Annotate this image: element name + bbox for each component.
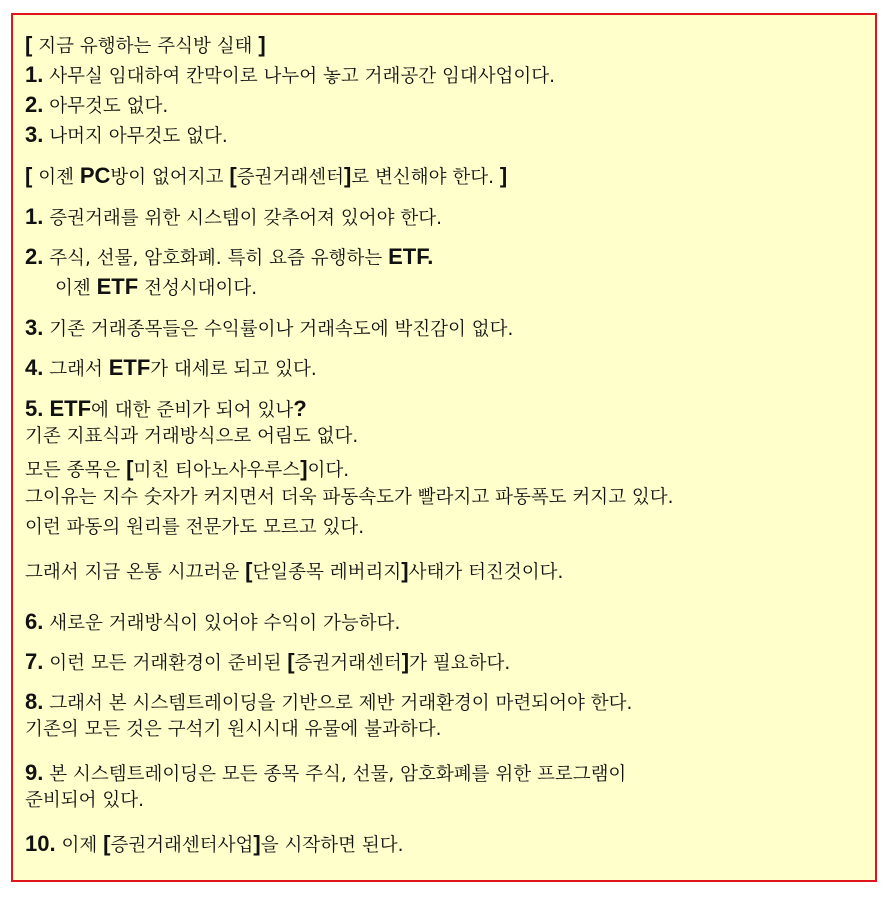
status-item-3: 3. 나머지 아무것도 없다. xyxy=(25,122,228,147)
plan-item-5-line-b: 모든 종목은 [미친 티아노사우루스]이다. xyxy=(25,456,350,481)
plan-item-4: 4. 그래서 ETF가 대세로 되고 있다. xyxy=(25,355,317,380)
plan-item-8: 8. 그래서 본 시스템트레이딩을 기반으로 제반 거래환경이 마련되어야 한다. xyxy=(25,689,633,714)
plan-item-9-continued: 준비되어 있다. xyxy=(25,790,144,811)
plan-item-10: 10. 이제 [증권거래센터사업]을 시작하면 된다. xyxy=(25,831,404,856)
heading-current-status: [ 지금 유행하는 주식방 실태 ] xyxy=(25,32,266,57)
plan-item-8-continued: 기존의 모든 것은 구석기 원시시대 유물에 불과하다. xyxy=(25,719,442,740)
plan-item-2-continued: 이젠 ETF 전성시대이다. xyxy=(55,274,258,299)
heading-transformation: [ 이젠 PC방이 없어지고 [증권거래센터]로 변신해야 한다. ] xyxy=(25,163,508,188)
plan-item-5-line-e: 그래서 지금 온통 시끄러운 [단일종목 레버리지]사태가 터진것이다. xyxy=(25,558,564,583)
plan-item-2: 2. 주식, 선물, 암호화폐. 특히 요즘 유행하는 ETF. xyxy=(25,244,434,269)
plan-item-5-line-a: 기존 지표식과 거래방식으로 어림도 없다. xyxy=(25,426,359,447)
plan-item-5-line-c: 그이유는 지수 숫자가 커지면서 더욱 파동속도가 빨라지고 파동폭도 커지고 있다. xyxy=(25,487,674,508)
plan-item-5-line-d: 이런 파동의 원리를 전문가도 모르고 있다. xyxy=(25,517,365,538)
notice-panel xyxy=(11,13,877,882)
status-item-2: 2. 아무것도 없다. xyxy=(25,92,169,117)
status-item-1: 1. 사무실 임대하여 칸막이로 나누어 놓고 거래공간 임대사업이다. xyxy=(25,62,556,87)
plan-item-5: 5. ETF에 대한 준비가 되어 있나? xyxy=(25,396,307,421)
plan-item-6: 6. 새로운 거래방식이 있어야 수익이 가능하다. xyxy=(25,609,401,634)
plan-item-3: 3. 기존 거래종목들은 수익률이나 거래속도에 박진감이 없다. xyxy=(25,315,514,340)
plan-item-1: 1. 증권거래를 위한 시스템이 갖추어져 있어야 한다. xyxy=(25,204,442,229)
plan-item-7: 7. 이런 모든 거래환경이 준비된 [증권거래센터]가 필요하다. xyxy=(25,649,511,674)
plan-item-9: 9. 본 시스템트레이딩은 모든 종목 주식, 선물, 암호화폐를 위한 프로그램이 xyxy=(25,760,627,785)
